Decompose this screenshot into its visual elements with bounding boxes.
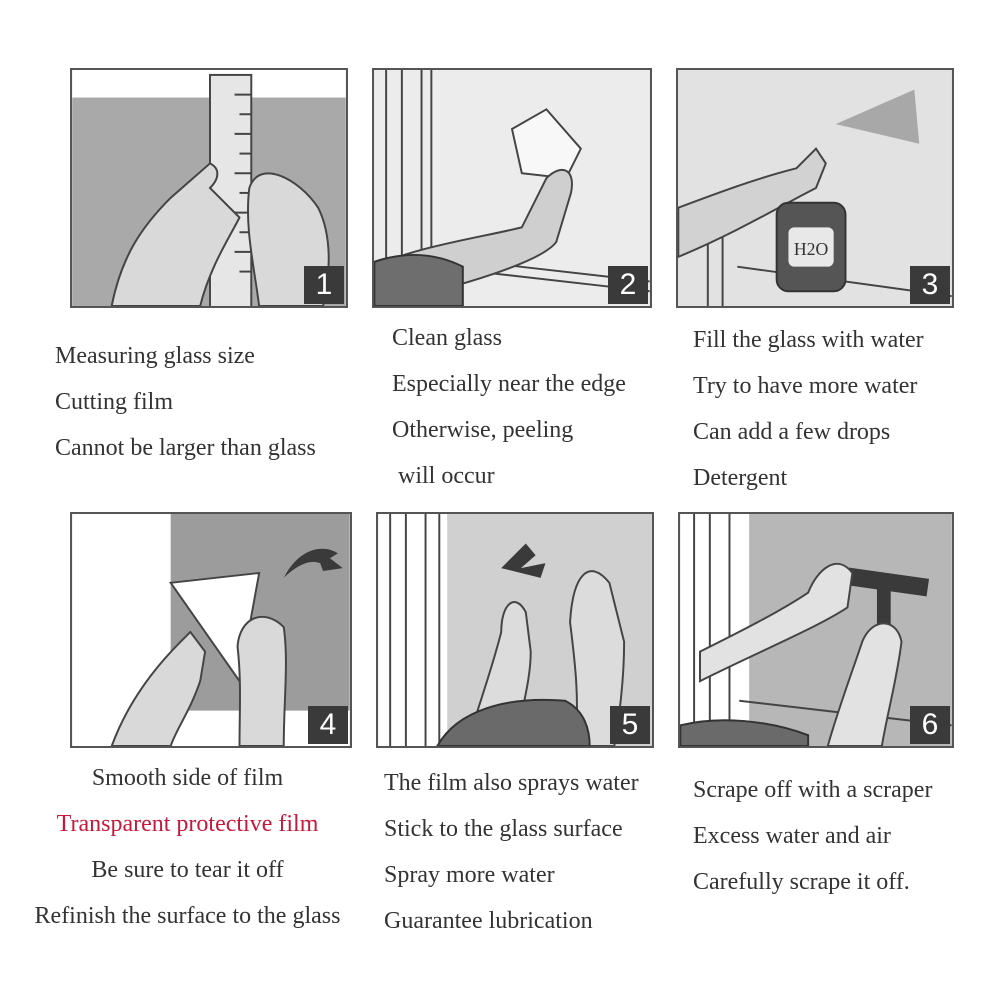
step-3-caption (693, 317, 924, 501)
step-number-badge: 3 (910, 266, 950, 304)
step-5-caption (384, 760, 639, 944)
step-number-badge: 6 (910, 706, 950, 744)
caption-line: Fill the glass with water (693, 327, 924, 353)
step-2-caption (392, 315, 626, 499)
caption-line: Otherwise, peeling (392, 417, 574, 443)
step-5-illustration (376, 512, 654, 748)
caption-line: Carefully scrape it off. (693, 869, 910, 895)
caption-line: Excess water and air (693, 823, 891, 849)
caption-line: Detergent (693, 465, 788, 491)
caption-line: Can add a few drops (693, 419, 891, 445)
step-1-caption (55, 333, 316, 471)
caption-line: Be sure to tear it off (91, 857, 284, 883)
caption-line: Especially near the edge (392, 371, 626, 397)
caption-line: Stick to the glass surface (384, 816, 623, 842)
bottle-label: H2O (793, 238, 829, 259)
caption-line: Spray more water (384, 862, 555, 888)
caption-line: Refinish the surface to the glass (34, 903, 341, 929)
step-4-caption (5, 755, 370, 939)
caption-line-highlight: Transparent protective film (56, 811, 319, 837)
caption-line: will occur (392, 463, 495, 489)
caption-line: Cutting film (55, 389, 174, 415)
step-number-badge: 5 (610, 706, 650, 744)
step-4-illustration (70, 512, 352, 748)
step-number-badge: 2 (608, 266, 648, 304)
step-6-illustration (678, 512, 954, 748)
caption-line: Cannot be larger than glass (55, 435, 316, 461)
step-2-illustration (372, 68, 652, 308)
step-number-badge: 1 (304, 266, 344, 304)
step-3-illustration (676, 68, 954, 308)
step-number-badge: 4 (308, 706, 348, 744)
caption-line: Clean glass (392, 325, 502, 351)
caption-line: Smooth side of film (91, 765, 284, 791)
step-6-caption (693, 767, 932, 905)
caption-line: Guarantee lubrication (384, 908, 593, 934)
caption-line: The film also sprays water (384, 770, 639, 796)
caption-line: Measuring glass size (55, 343, 255, 369)
caption-line: Scrape off with a scraper (693, 777, 933, 803)
caption-line: Try to have more water (693, 373, 918, 399)
step-1-illustration (70, 68, 348, 308)
